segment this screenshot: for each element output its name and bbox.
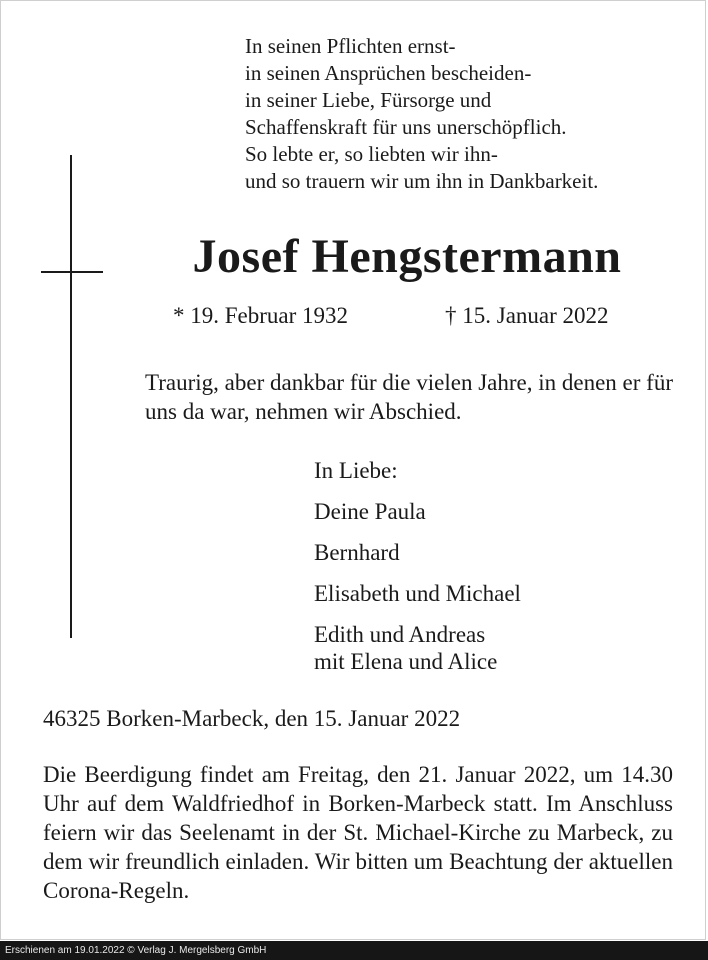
family-member-group xyxy=(314,621,521,675)
family-member: Elisabeth und Michael xyxy=(314,581,521,606)
poem xyxy=(245,33,598,195)
publication-footer: Erschienen am 19.01.2022 © Verlag J. Mergelsberg GmbH xyxy=(0,941,708,960)
death-date: † 15. Januar 2022 xyxy=(445,303,609,328)
place-and-date: 46325 Borken-Marbeck, den 15. Januar 2022 xyxy=(43,706,461,731)
poem-line: In seinen Pflichten ernst- xyxy=(245,34,456,58)
cross-vertical-bar xyxy=(70,155,72,638)
deceased-name: Josef Hengstermann xyxy=(192,230,622,283)
family-heading: In Liebe: xyxy=(314,458,398,483)
poem-line: und so trauern wir um ihn in Dankbarkeit. xyxy=(245,169,599,193)
poem-line: Schaffenskraft für uns unerschöpflich. xyxy=(245,115,567,139)
family-member: Bernhard xyxy=(314,540,400,565)
family-member: mit Elena und Alice xyxy=(314,649,498,674)
poem-line: in seiner Liebe, Fürsorge und xyxy=(245,88,492,112)
family-member: Deine Paula xyxy=(314,499,426,524)
farewell-text: Traurig, aber dankbar für die vielen Jahre, in denen er für uns da war, nehmen wir Abschied. xyxy=(145,370,673,424)
family-list xyxy=(314,457,521,675)
funeral-details: Die Beerdigung findet am Freitag, den 21. Januar 2022, um 14.30 Uhr auf dem Waldfriedhof in Borken-Marbeck statt. Im Anschluss feiern wir das Seelenamt in der St. Michael-Kirche zu Marbeck, zu dem wir freundlich einladen. Wir bitten um Beachtung der aktuellen Corona-Regeln. xyxy=(43,762,673,903)
birth-date: * 19. Februar 1932 xyxy=(173,303,349,328)
family-member: Edith und Andreas xyxy=(314,622,486,647)
poem-line: in seinen Ansprüchen bescheiden- xyxy=(245,61,532,85)
poem-line: So lebte er, so liebten wir ihn- xyxy=(245,142,498,166)
